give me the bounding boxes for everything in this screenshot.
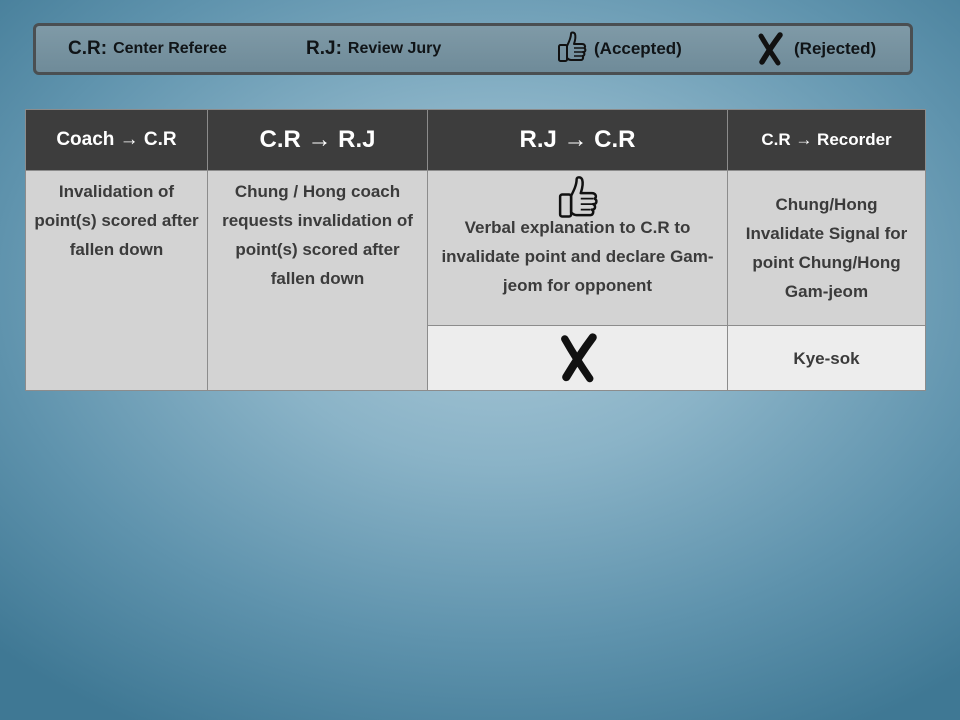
header-coach-to-cr: Coach → C.R [26,110,208,171]
x-mark-icon [756,32,784,66]
rejected-cell [428,326,728,391]
table-row [26,171,926,326]
cr-to-rj-cell: Chung / Hong coach requests invalidation of point(s) scored after fallen down [208,171,428,391]
legend-rj-desc: Review Jury [347,40,442,57]
header-cr-to-recorder: C.R → Recorder [728,110,926,171]
legend-center-referee [68,26,227,72]
header-row [26,110,926,171]
legend-cr-abbr: C.R: [68,38,108,59]
x-mark-icon [436,333,719,383]
legend-cr-desc: Center Referee [113,40,227,57]
legend-bar [33,23,913,75]
accepted-cell [428,171,728,326]
header-cr-to-rj: C.R → R.J [208,110,428,171]
legend-rejected-label: (Rejected) [794,39,877,58]
legend-rejected [756,26,876,72]
legend-accepted-label: (Accepted) [594,39,682,58]
legend-accepted [556,26,682,72]
coach-request-cell: Invalidation of point(s) scored after fallen down [26,171,208,391]
procedure-table [25,109,926,391]
rejected-result-cell: Kye-sok [728,326,926,391]
header-rj-to-cr: R.J → C.R [428,110,728,171]
legend-rj-abbr: R.J: [306,38,342,59]
accepted-result-cell: Chung/Hong Invalidate Signal for point Chung/Hong Gam-jeom [728,171,926,326]
accepted-explanation: Verbal explanation to C.R to invalidate point and declare Gam-jeom for opponent [441,218,714,295]
thumbs-up-icon [556,31,588,67]
legend-review-jury [306,26,441,72]
